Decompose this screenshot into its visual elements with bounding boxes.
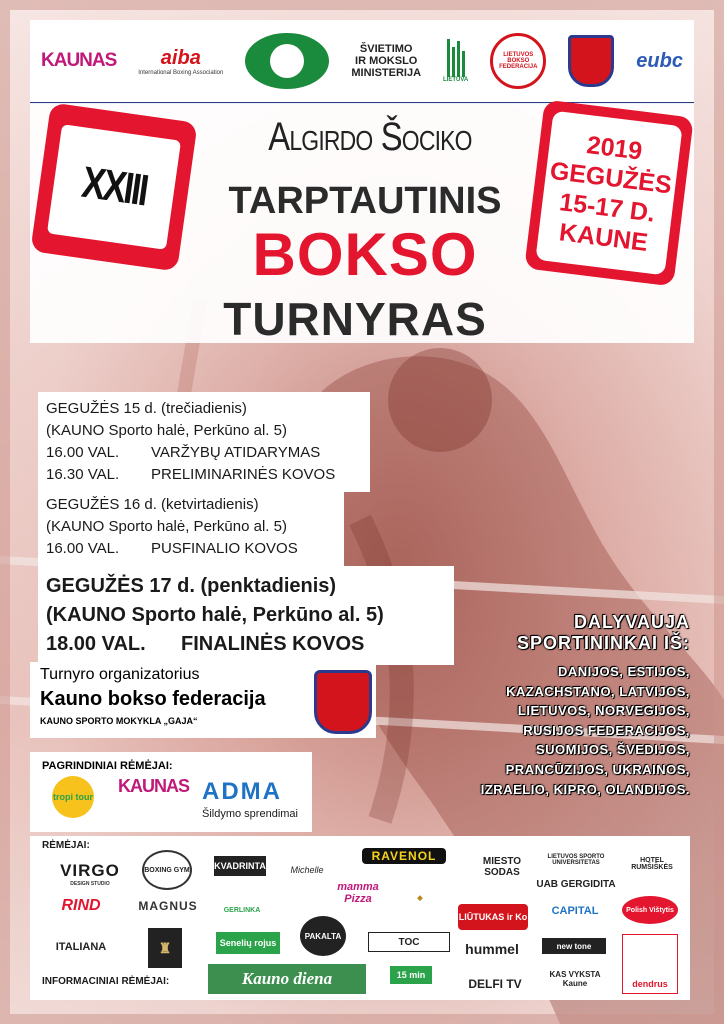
federation-ring-logo: [490, 33, 546, 89]
uab-gergidita-logo: UAB GERGIDITA: [536, 878, 616, 890]
participants-line: LIETUVOS, NORVEGIJOS,: [517, 703, 690, 719]
lsu-logo: LIETUVOS SPORTO UNIVERSITETAS: [547, 854, 605, 866]
aiba-logo: [138, 47, 223, 76]
15min-logo: 15 min: [390, 966, 432, 984]
participants-line: PRANCŪZIJOS, UKRAINOS,: [505, 761, 690, 777]
ministry-line-1: ŠVIETIMO: [359, 43, 413, 55]
lietuva-olympic-logo: [443, 39, 468, 83]
liutukas-logo: LIŪTUKAS ir Ko: [458, 904, 528, 930]
schedule-event: PRELIMINARINĖS KOVOS: [151, 466, 336, 483]
capital-logo: CAPITAL: [551, 905, 599, 917]
schedule-time: 16.30 VAL.: [46, 466, 120, 483]
date-days: 15-17 D.: [557, 188, 657, 228]
participants-heading-1: DALYVAUJA: [573, 612, 690, 632]
date-month: GEGUŽĖS: [548, 156, 674, 200]
kauno-diena-logo: Kauno diena: [208, 964, 366, 994]
ravenol-logo: RAVENOL: [362, 848, 446, 864]
schedule-item: [46, 442, 362, 464]
participants-block: [440, 612, 690, 799]
adma-logo: ADMA: [202, 778, 282, 805]
participants-line: KAZACHSTANO, LATVIJOS,: [506, 683, 690, 699]
eubc-logo: [636, 50, 683, 73]
new-tone-logo: new tone: [542, 938, 606, 954]
lietuva-label: LIETUVA: [443, 77, 469, 83]
sponsors-panel: [30, 836, 690, 1000]
virgo-logo: VIRGO: [60, 861, 120, 880]
participants-line: RUSIJOS FEDERACIJOS,: [523, 722, 690, 738]
kaunas-boxing-federation-shield-icon: [314, 670, 372, 734]
schedule-day-3-head: GEGUŽĖS 17 d. (penktadienis): [46, 575, 337, 597]
participants-line: SUOMIJOS, ŠVEDIJOS,: [536, 742, 690, 758]
rind-logo: RIND: [61, 897, 101, 914]
delfi-tv-logo: DELFI TV: [468, 977, 522, 991]
edition-badge: [30, 102, 197, 271]
title-line-4: TURNYRAS: [223, 293, 487, 345]
toc-logo: TOC: [368, 932, 450, 952]
schedule-time: 18.00 VAL.: [46, 633, 146, 655]
schedule-time: 16.00 VAL.: [46, 444, 120, 461]
hotel-emblem-icon: ♜: [148, 928, 182, 968]
participants-line: IZRAELIO, KIPRO, OLANDIJOS.: [480, 781, 690, 797]
date-badge: [524, 99, 694, 286]
title-line-2: TARPTAUTINIS: [228, 180, 502, 222]
italiana-logo: ITALIANA: [55, 941, 107, 953]
participants-line: DANIJOS, ESTIJOS,: [557, 664, 690, 679]
title-line-3: BOKSO: [252, 221, 478, 288]
kvadrinta-logo: KVADRINTA: [214, 856, 266, 876]
gerlinka-logo: GERLINKA: [223, 906, 261, 914]
schedule-day-1: [38, 392, 370, 492]
hummel-logo: hummel: [465, 941, 519, 957]
miesto-sodas-logo: MIESTO SODAS: [482, 856, 522, 878]
date-year: 2019: [585, 131, 644, 166]
organizer-name: Kauno bokso federacija: [40, 688, 266, 710]
lietuva-bars-icon: [447, 39, 465, 77]
ministry-logo: [351, 43, 421, 79]
schedule-item: [46, 464, 362, 486]
schedule-day-3: [38, 566, 454, 665]
main-sponsors-panel: [30, 752, 312, 832]
ministry-line-2: IR MOKSLO: [355, 55, 418, 67]
kas-vyksta-kaune-logo: KAS VYKSTA Kaune: [549, 970, 601, 988]
adma-subtitle: Šildymo sprendimai: [202, 808, 298, 820]
polish-vistytis-logo: Polish Vištytis: [622, 896, 678, 924]
kaunas-boxing-shield-icon: [568, 35, 614, 87]
eubc-logo-text: eubc: [636, 49, 683, 72]
main-sponsors-heading: PAGRINDINIAI RĖMĖJAI:: [42, 760, 173, 772]
participants-heading-2: SPORTININKAI IŠ:: [516, 633, 690, 653]
edition-number: XXIII: [78, 157, 150, 216]
hotel-rumsiskes-logo: HOTEL RUMŠIŠKĖS: [631, 857, 673, 871]
schedule-event: PUSFINALIO KOVOS: [151, 540, 298, 557]
schedule-day-1-venue: (KAUNO Sporto halė, Perkūno al. 5): [46, 422, 287, 439]
gold-crest-icon: ◆: [417, 895, 423, 902]
magnus-logo: MAGNUS: [138, 899, 198, 913]
boxing-gym-logo: BOXING GYM: [142, 850, 192, 890]
pakalta-logo: PAKALTA: [300, 916, 346, 956]
ministry-line-3: MINISTERIJA: [351, 67, 422, 79]
ministry-emblem-icon: [245, 33, 329, 89]
header-logos: [30, 20, 694, 104]
schedule-item: [46, 630, 446, 659]
virgo-subtitle: DESIGN STUDIO: [70, 881, 110, 887]
mamma-pizza-logo: mamma Pizza: [337, 881, 379, 905]
schedule-day-2-head: GEGUŽĖS 16 d. (ketvirtadienis): [46, 496, 259, 513]
schedule-day-2-venue: (KAUNO Sporto halė, Perkūno al. 5): [46, 518, 287, 535]
schedule-time: 16.00 VAL.: [46, 540, 120, 557]
kaunas-logo: [41, 52, 116, 70]
aiba-logo-subtitle: International Boxing Association: [138, 69, 224, 76]
dendrus-logo: dendrus: [622, 934, 678, 994]
organizer-panel: [30, 662, 376, 738]
michelle-logo: Michelle: [290, 865, 324, 875]
kaunas-sponsor-logo: KAUNAS: [118, 776, 190, 796]
schedule-day-1-head: GEGUŽĖS 15 d. (trečiadienis): [46, 400, 247, 417]
title-line-1: Algirdo Šociko: [268, 115, 472, 159]
info-sponsors-heading: INFORMACINIAI RĖMĖJAI:: [42, 976, 170, 987]
federation-ring-text: LIETUVOS BOKSO FEDERACIJA: [490, 33, 546, 89]
schedule-item: [46, 538, 336, 560]
schedule-day-2: [38, 488, 344, 566]
tropi-tour-logo: tropi tour: [52, 776, 94, 818]
organizer-school: KAUNO SPORTO MOKYKLA „GAJA“: [40, 716, 198, 726]
organizer-label: Turnyro organizatorius: [40, 666, 200, 683]
schedule-event: FINALINĖS KOVOS: [181, 633, 365, 655]
schedule-day-3-venue: (KAUNO Sporto halė, Perkūno al. 5): [46, 604, 384, 626]
schedule-event: VARŽYBŲ ATIDARYMAS: [151, 444, 321, 461]
sponsors-heading: RĖMĖJAI:: [42, 840, 90, 851]
kaunas-logo-text: KAUNAS: [41, 50, 117, 71]
seneliu-rojus-logo: Senelių rojus: [216, 932, 280, 954]
date-city: KAUNE: [557, 218, 650, 257]
aiba-logo-text: aiba: [160, 46, 201, 69]
